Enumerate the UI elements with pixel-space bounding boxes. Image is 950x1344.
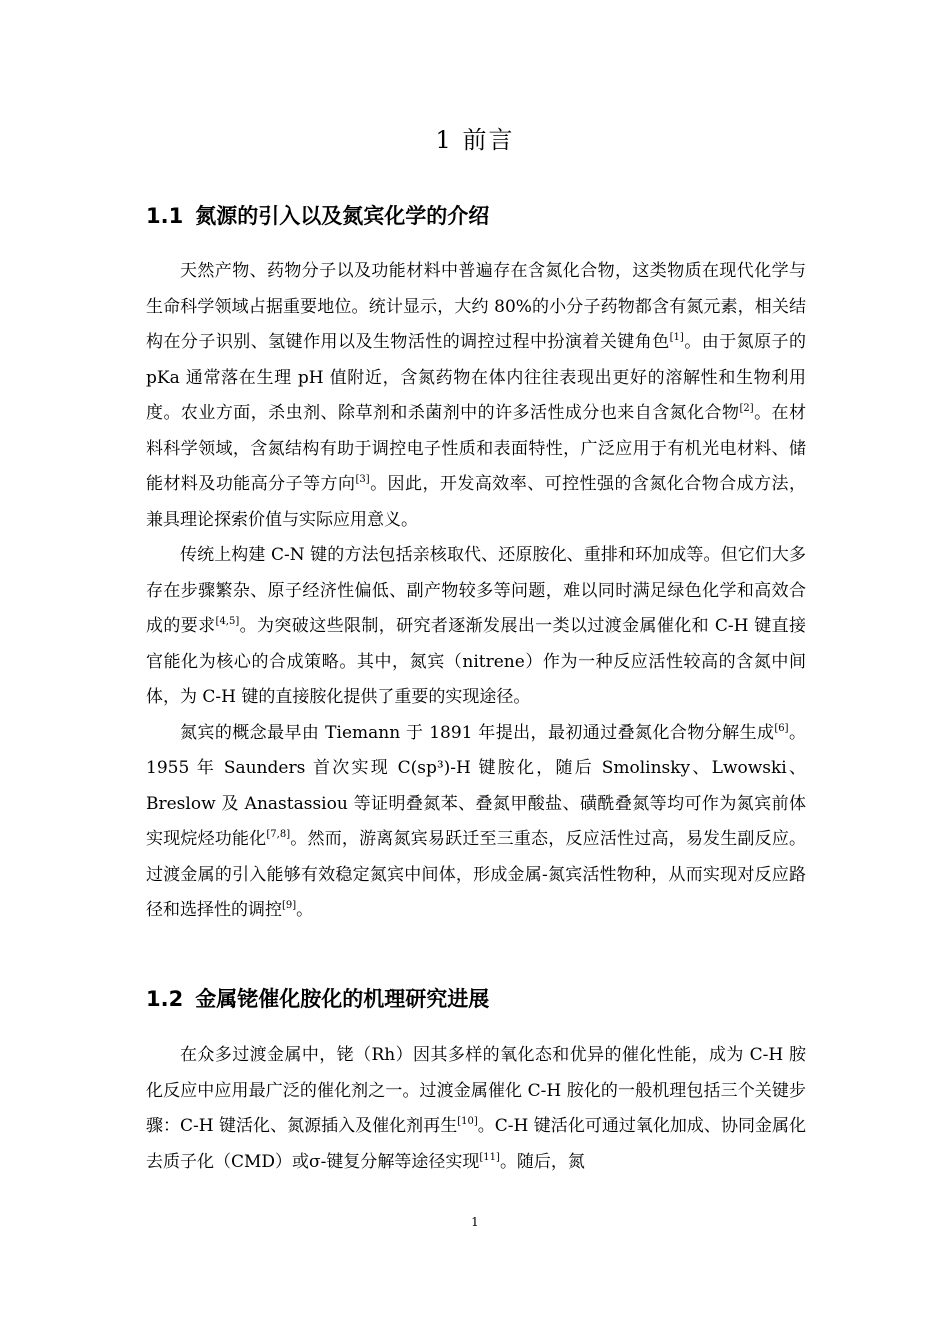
section-number: 1.2: [146, 987, 184, 1011]
text-run: 。因此，开发高效率、可控性强的含氮化合物合成方法，兼具理论探索价值与实际应用意义。: [146, 474, 807, 530]
text-run: 。然而，游离氮宾易跃迁至三重态，反应活性过高，易发生副反应。过渡金属的引入能够有效稳定氮宾中间体，形成金属-氮宾活性物种，从而实现对反应路径和选择性的调控: [146, 829, 807, 920]
section-heading: [146, 983, 806, 1015]
citation-ref: [9]: [282, 900, 297, 911]
text-run: 。在材料科学领域，含氮结构有助于调控电子性质和表面特性，广泛应用于有机光电材料、储能材料及功能高分子等方向: [146, 403, 807, 494]
citation-ref: [6]: [774, 722, 789, 734]
citation-ref: [4,5]: [215, 616, 240, 627]
text-run: 传统上构建 C-N 键的方法包括亲核取代、还原胺化、重排和环加成等。但它们大多存在步骤繁杂、原子经济性偏低、副产物较多等问题，难以同时满足绿色化学和高效合成的要求: [146, 545, 806, 636]
citation-ref: [10]: [457, 1116, 478, 1127]
citation-ref: [7,8]: [266, 829, 291, 840]
text-run: 。C-H 键活化可通过氧化加成、协同金属化去质子化（CMD）或σ-键复分解等途径实现: [146, 1116, 807, 1172]
citation-ref: [3]: [355, 474, 370, 485]
paragraph: [146, 538, 806, 716]
text-run: 。为突破这些限制，研究者逐渐发展出一类以过渡金属催化和 C-H 键直接官能化为核心的合成策略。其中，氮宾（nitrene）作为一种反应活性较高的含氮中间体，为 C-H 键的直接胺化提供了重要的实现途径。: [146, 616, 806, 707]
section-heading: [146, 200, 806, 232]
chapter-title: 1 前言: [435, 126, 515, 154]
text-run: 氮宾的概念最早由 Tiemann 于 1891 年提出，最初通过叠氮化合物分解生成: [180, 722, 775, 743]
paragraph: [146, 716, 806, 929]
section-title: 氮源的引入以及氮宾化学的介绍: [195, 204, 490, 228]
citation-ref: [2]: [739, 403, 754, 414]
text-run: 。: [296, 900, 314, 920]
text-run: 。1955 年 Saunders 首次实现 C(sp³)-H 键胺化，随后 Smolinsky、Lwowski、Breslow 及 Anastassiou 等证明叠氮苯、叠氮甲酸盐、磺酰叠氮等均可作为氮宾前体实现烷烃功能化: [146, 722, 806, 849]
citation-ref: [11]: [479, 1151, 500, 1163]
text-run: 。随后，氮: [499, 1151, 585, 1172]
text-run: 。由于氮原子的 pKa 通常落在生理 pH 值附近，含氮药物在体内往往表现出更好的溶解性和生物利用度。农业方面，杀虫剂、除草剂和杀菌剂中的许多活性成分也来自含氮化合物: [146, 332, 807, 423]
page-number: 1: [471, 1215, 479, 1229]
paragraph: [146, 254, 806, 538]
citation-ref: [1]: [669, 332, 684, 343]
section-body: [146, 254, 806, 929]
paragraph: [146, 1038, 806, 1180]
section-body: [146, 1038, 806, 1180]
text-run: 天然产物、药物分子以及功能材料中普遍存在含氮化合物，这类物质在现代化学与生命科学领域占据重要地位。统计显示，大约 80%的小分子药物都含有氮元素，相关结构在分子识别、氢键作用以及生物活性的调控过程中扮演着关键角色: [146, 261, 806, 352]
section-title: 金属铑催化胺化的机理研究进展: [195, 987, 490, 1011]
text-run: 在众多过渡金属中，铑（Rh）因其多样的氧化态和优异的催化性能，成为 C-H 胺化反应中应用最广泛的催化剂之一。过渡金属催化 C-H 胺化的一般机理包括三个关键步骤：C-H 键活化、氮源插入及催化剂再生: [146, 1045, 806, 1136]
section-number: 1.1: [146, 204, 184, 228]
